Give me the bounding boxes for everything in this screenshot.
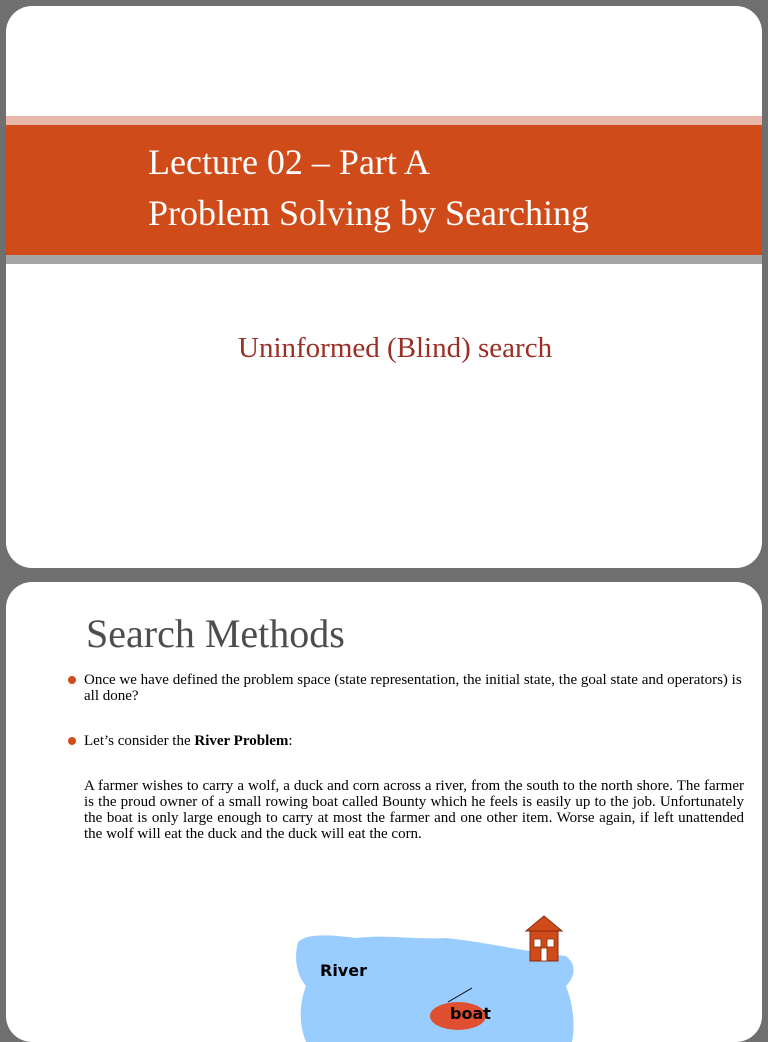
lecture-title: Lecture 02 – Part A xyxy=(148,142,430,182)
slide-heading: Search Methods xyxy=(86,611,345,656)
boat-label: boat xyxy=(450,1004,491,1023)
slide-subtitle: Uninformed (Blind) search xyxy=(238,332,553,364)
search-methods-slide xyxy=(6,582,762,1042)
river-label: River xyxy=(320,961,367,980)
bullet-text-prefix: Let’s consider the xyxy=(84,733,195,749)
river-illustration xyxy=(6,582,762,1042)
bullet-text-suffix: : xyxy=(288,733,293,749)
title-band-bottom xyxy=(6,255,762,264)
lecture-subtitle: Problem Solving by Searching xyxy=(148,193,589,233)
title-band-top xyxy=(6,116,762,125)
house-icon xyxy=(526,916,562,961)
bullet-text: Once we have defined the problem space (state representation, the initial state, the goal state and operators) is all done? xyxy=(84,672,742,704)
problem-description: A farmer wishes to carry a wolf, a duck and corn across a river, from the south to the north shore. The farmer is the proud owner of a small rowing boat called Bounty which he feels is easily up to the job. Unfortunately the boat is only large enough to carry at most the farmer and one other item. Worse again, if left unattended the wolf will eat the duck and the duck will eat the corn. xyxy=(84,778,744,842)
title-slide xyxy=(6,6,762,568)
river-problem-label: River Problem xyxy=(194,733,289,749)
